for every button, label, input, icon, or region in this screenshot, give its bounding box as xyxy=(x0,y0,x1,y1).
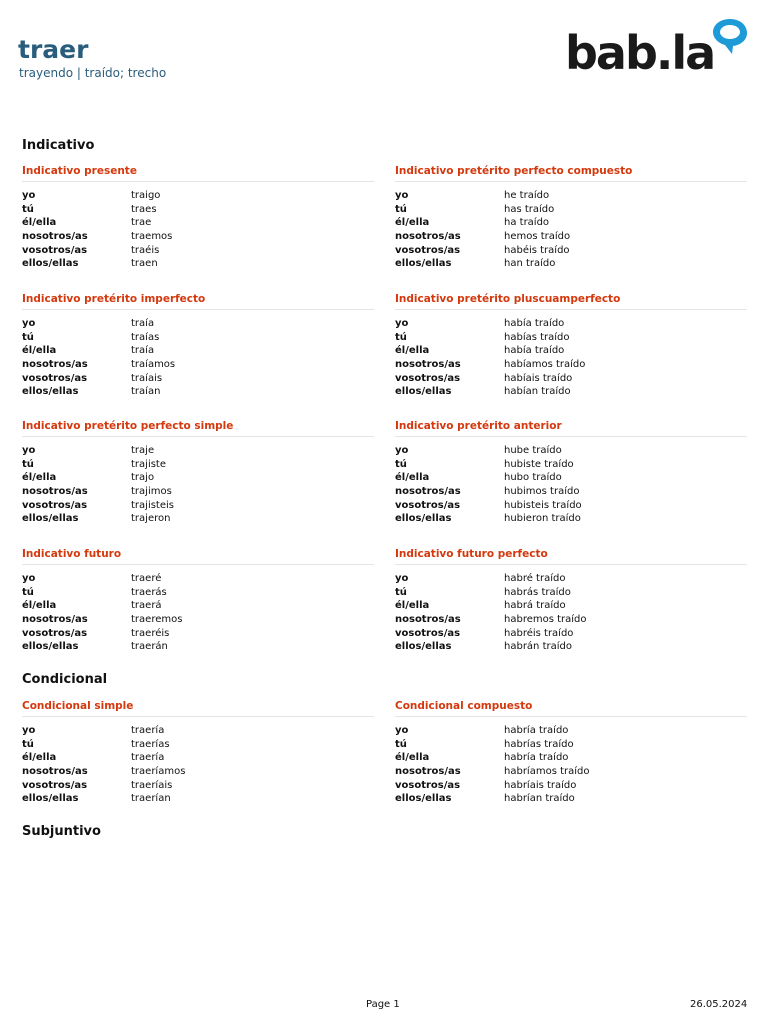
conjugation-row xyxy=(395,724,747,738)
tense-block xyxy=(395,418,747,526)
pronoun: nosotros/as xyxy=(395,231,461,243)
pronoun: él/ella xyxy=(22,600,57,612)
conjugation-row xyxy=(395,358,747,372)
conjugation-row xyxy=(22,724,374,738)
verb-form: traeríamos xyxy=(131,766,186,778)
conjugation-row xyxy=(22,613,374,627)
verb-form: traeremos xyxy=(131,614,183,626)
pronoun: vosotros/as xyxy=(22,372,88,384)
conjugation-row xyxy=(395,216,747,230)
verb-form: traen xyxy=(131,258,158,270)
verb-form: habrá traído xyxy=(504,600,566,612)
verb-form: traeréis xyxy=(131,627,170,639)
conjugation-row xyxy=(22,331,374,345)
pronoun: tú xyxy=(395,458,407,470)
verb-form: habría traído xyxy=(504,725,569,736)
conjugation-row xyxy=(22,586,374,600)
verb-form: trajiste xyxy=(131,458,166,470)
footer-date: 26.05.2024 xyxy=(690,999,748,1010)
tense-title: Indicativo pretérito pluscuamperfecto xyxy=(395,291,747,310)
conjugation-row xyxy=(22,372,374,386)
section-heading-condicional: Condicional xyxy=(22,672,108,687)
conjugation-row xyxy=(22,627,374,641)
pronoun: yo xyxy=(22,445,36,456)
verb-form: traerá xyxy=(131,600,162,612)
conjugation-row xyxy=(22,779,374,793)
pronoun: yo xyxy=(22,573,36,584)
conjugation-row xyxy=(395,444,747,458)
verb-form: hubieron traído xyxy=(504,513,581,525)
pronoun: yo xyxy=(395,573,409,584)
pronoun: tú xyxy=(22,203,34,215)
verb-form: habrán traído xyxy=(504,641,572,653)
tense-title: Indicativo futuro xyxy=(22,546,374,565)
pronoun: él/ella xyxy=(395,752,430,764)
pronoun: nosotros/as xyxy=(395,359,461,371)
verb-form: hube traído xyxy=(504,445,562,456)
conjugation-row xyxy=(395,317,747,331)
conjugation-row xyxy=(395,458,747,472)
pronoun: él/ella xyxy=(395,472,430,484)
pronoun: yo xyxy=(395,318,409,329)
tense-block xyxy=(22,418,374,526)
conjugation-row xyxy=(395,244,747,258)
pronoun: vosotros/as xyxy=(395,779,461,791)
conjugation-row xyxy=(395,613,747,627)
verb-form: habían traído xyxy=(504,386,571,398)
verb-form: habéis traído xyxy=(504,244,570,256)
conjugation-row xyxy=(395,230,747,244)
pronoun: tú xyxy=(395,203,407,215)
tense-block xyxy=(395,163,747,271)
verb-form: trajimos xyxy=(131,486,172,498)
verb-form: ha traído xyxy=(504,217,550,229)
verb-form: habría traído xyxy=(504,752,569,764)
verb-forms: trayendo | traído; trecho xyxy=(19,66,167,80)
conjugation-row xyxy=(22,485,374,499)
tense-block xyxy=(22,546,374,654)
conjugation-row xyxy=(22,358,374,372)
verb-form: habremos traído xyxy=(504,614,587,626)
conjugation-row xyxy=(395,572,747,586)
conjugation-row xyxy=(22,257,374,271)
conjugation-row xyxy=(22,216,374,230)
conjugation-row xyxy=(395,257,747,271)
pronoun: vosotros/as xyxy=(395,372,461,384)
pronoun: vosotros/as xyxy=(22,499,88,511)
logo-text: bab.la xyxy=(565,26,715,80)
pronoun: nosotros/as xyxy=(22,359,88,371)
verb-form: había traído xyxy=(504,318,565,329)
conjugation-row xyxy=(395,372,747,386)
pronoun: tú xyxy=(395,331,407,343)
pronoun: vosotros/as xyxy=(22,244,88,256)
verb-form: traía xyxy=(131,345,155,357)
verb-form: hemos traído xyxy=(504,231,571,243)
conjugation-row xyxy=(395,331,747,345)
verb-form: habríamos traído xyxy=(504,766,590,778)
conjugation-row xyxy=(22,458,374,472)
conjugation-row xyxy=(395,765,747,779)
tense-block xyxy=(22,698,374,806)
conjugation-row xyxy=(22,471,374,485)
verb-form: habías traído xyxy=(504,331,570,343)
verb-form: traerás xyxy=(131,586,167,598)
conjugation-row xyxy=(395,471,747,485)
conjugation-row xyxy=(395,485,747,499)
conjugation-row xyxy=(395,203,747,217)
pronoun: yo xyxy=(22,725,36,736)
pronoun: él/ella xyxy=(395,217,430,229)
pronoun: ellos/ellas xyxy=(22,793,79,805)
verb-form: traías xyxy=(131,331,160,343)
tense-block xyxy=(395,291,747,399)
verb-form: habréis traído xyxy=(504,627,574,639)
conjugation-row xyxy=(22,189,374,203)
verb-form: traéis xyxy=(131,244,160,256)
tense-block xyxy=(395,546,747,654)
pronoun: yo xyxy=(395,190,409,201)
tense-title: Indicativo pretérito perfecto compuesto xyxy=(395,163,747,182)
conjugation-row xyxy=(22,599,374,613)
pronoun: él/ella xyxy=(395,345,430,357)
pronoun: vosotros/as xyxy=(395,627,461,639)
page-number: Page 1 xyxy=(366,999,400,1010)
pronoun: ellos/ellas xyxy=(22,513,79,525)
conjugation-row xyxy=(395,751,747,765)
verb-form: traje xyxy=(131,445,155,456)
conjugation-row xyxy=(395,512,747,526)
verb-form: traía xyxy=(131,318,155,329)
conjugation-row xyxy=(22,640,374,654)
pronoun: ellos/ellas xyxy=(395,641,452,653)
pronoun: nosotros/as xyxy=(22,614,88,626)
babla-logo xyxy=(565,16,755,82)
tense-title: Indicativo pretérito imperfecto xyxy=(22,291,374,310)
conjugation-row xyxy=(22,244,374,258)
verb-form: traería xyxy=(131,725,165,736)
verb-form: habrás traído xyxy=(504,586,571,598)
pronoun: yo xyxy=(395,725,409,736)
conjugation-row xyxy=(395,779,747,793)
tense-block xyxy=(22,163,374,271)
pronoun: nosotros/as xyxy=(22,766,88,778)
conjugation-row xyxy=(22,499,374,513)
pronoun: nosotros/as xyxy=(395,486,461,498)
verb-form: habré traído xyxy=(504,573,566,584)
pronoun: nosotros/as xyxy=(22,486,88,498)
conjugation-row xyxy=(22,444,374,458)
pronoun: vosotros/as xyxy=(395,499,461,511)
conjugation-row xyxy=(395,385,747,399)
tense-title: Indicativo presente xyxy=(22,163,374,182)
verb-form: hubo traído xyxy=(504,472,562,484)
conjugation-row xyxy=(22,385,374,399)
section-heading-subjuntivo: Subjuntivo xyxy=(22,824,101,839)
pronoun: él/ella xyxy=(22,345,57,357)
speech-bubble-icon xyxy=(709,16,751,58)
verb-form: traían xyxy=(131,386,161,398)
pronoun: él/ella xyxy=(22,217,57,229)
pronoun: tú xyxy=(395,738,407,750)
verb-form: he traído xyxy=(504,190,550,201)
pronoun: él/ella xyxy=(395,600,430,612)
conjugation-row xyxy=(395,599,747,613)
verb-title: traer xyxy=(18,35,89,64)
verb-form: traes xyxy=(131,203,157,215)
verb-form: trae xyxy=(131,217,152,229)
pronoun: tú xyxy=(22,738,34,750)
conjugation-row xyxy=(395,344,747,358)
conjugation-row xyxy=(22,792,374,806)
verb-form: han traído xyxy=(504,258,556,270)
pronoun: yo xyxy=(22,318,36,329)
verb-form: habríais traído xyxy=(504,779,577,791)
verb-form: había traído xyxy=(504,345,565,357)
verb-form: hubiste traído xyxy=(504,458,574,470)
pronoun: ellos/ellas xyxy=(395,258,452,270)
conjugation-row xyxy=(22,230,374,244)
pronoun: vosotros/as xyxy=(22,779,88,791)
conjugation-row xyxy=(22,572,374,586)
verb-form: hubisteis traído xyxy=(504,499,582,511)
tense-title: Indicativo pretérito perfecto simple xyxy=(22,418,374,437)
conjugation-row xyxy=(22,512,374,526)
verb-form: traíais xyxy=(131,372,163,384)
verb-form: traería xyxy=(131,752,165,764)
verb-form: traigo xyxy=(131,190,161,201)
pronoun: vosotros/as xyxy=(22,627,88,639)
tense-title: Condicional simple xyxy=(22,698,374,717)
conjugation-row xyxy=(22,751,374,765)
pronoun: vosotros/as xyxy=(395,244,461,256)
verb-form: habrías traído xyxy=(504,738,574,750)
pronoun: ellos/ellas xyxy=(395,513,452,525)
conjugation-row xyxy=(22,344,374,358)
verb-form: hubimos traído xyxy=(504,486,580,498)
pronoun: ellos/ellas xyxy=(22,641,79,653)
conjugation-row xyxy=(395,189,747,203)
verb-form: habíais traído xyxy=(504,372,573,384)
verb-form: traemos xyxy=(131,231,173,243)
conjugation-row xyxy=(22,317,374,331)
conjugation-row xyxy=(395,792,747,806)
conjugation-row xyxy=(22,738,374,752)
conjugation-row xyxy=(395,586,747,600)
pronoun: yo xyxy=(395,445,409,456)
pronoun: tú xyxy=(22,331,34,343)
verb-form: traíamos xyxy=(131,359,176,371)
pronoun: él/ella xyxy=(22,472,57,484)
pronoun: nosotros/as xyxy=(395,614,461,626)
verb-form: has traído xyxy=(504,203,555,215)
verb-form: habrían traído xyxy=(504,793,575,805)
conjugation-row xyxy=(22,203,374,217)
tense-block xyxy=(22,291,374,399)
tense-title: Indicativo futuro perfecto xyxy=(395,546,747,565)
conjugation-row xyxy=(395,627,747,641)
pronoun: ellos/ellas xyxy=(22,386,79,398)
verb-form: habíamos traído xyxy=(504,359,586,371)
verb-form: traerían xyxy=(131,793,171,805)
verb-form: traeré xyxy=(131,573,162,584)
tense-title: Indicativo pretérito anterior xyxy=(395,418,747,437)
pronoun: nosotros/as xyxy=(22,231,88,243)
verb-form: traeríais xyxy=(131,779,173,791)
pronoun: tú xyxy=(22,458,34,470)
pronoun: él/ella xyxy=(22,752,57,764)
section-heading-indicativo: Indicativo xyxy=(22,138,95,153)
conjugation-row xyxy=(22,765,374,779)
pronoun: tú xyxy=(395,586,407,598)
pronoun: yo xyxy=(22,190,36,201)
tense-block xyxy=(395,698,747,806)
verb-form: trajisteis xyxy=(131,499,174,511)
tense-title: Condicional compuesto xyxy=(395,698,747,717)
pronoun: ellos/ellas xyxy=(22,258,79,270)
verb-form: traerías xyxy=(131,738,170,750)
pronoun: ellos/ellas xyxy=(395,386,452,398)
conjugation-row xyxy=(395,499,747,513)
verb-form: trajeron xyxy=(131,513,171,525)
pronoun: tú xyxy=(22,586,34,598)
pronoun: nosotros/as xyxy=(395,766,461,778)
verb-form: traerán xyxy=(131,641,168,653)
pronoun: ellos/ellas xyxy=(395,793,452,805)
conjugation-row xyxy=(395,640,747,654)
conjugation-row xyxy=(395,738,747,752)
verb-form: trajo xyxy=(131,472,155,484)
